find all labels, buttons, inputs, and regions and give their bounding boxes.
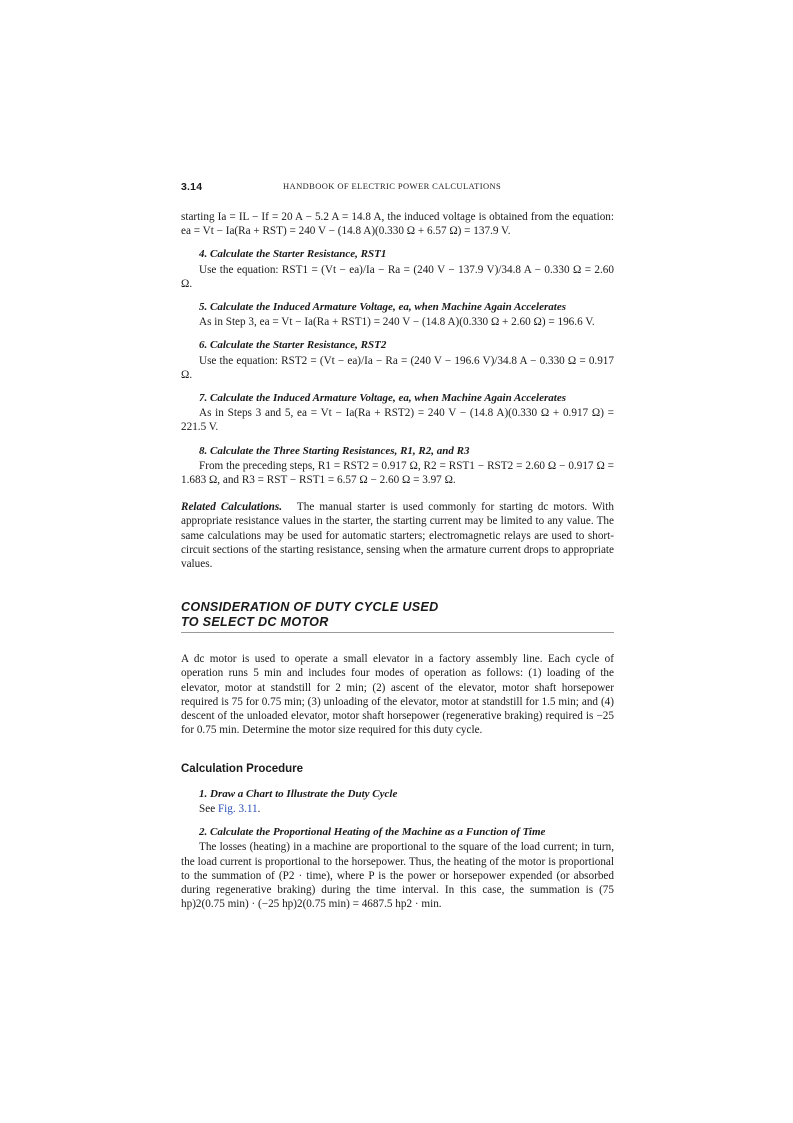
- running-header: [181, 181, 614, 193]
- page-number: 3.14: [181, 181, 203, 193]
- problem-statement: A dc motor is used to operate a small elevator in a factory assembly line. Each cycle of operation runs 5 min and includes four modes of operation as follows: (1) loading of the elevator, motor at standstill for 2 min; (2) ascent of the elevator, motor shaft horsepower required is 75 for 0.75 min; (3) unloading of the elevator, motor at standstill for 1.5 min; and (4) descent of the unloaded elevator, motor shaft horsepower (regenerative braking) required is −25 for 0.75 min. Determine the motor size required for this duty cycle.: [181, 653, 614, 737]
- step-8-heading: 8. Calculate the Three Starting Resistances, R1, R2, and R3: [199, 444, 470, 457]
- step-8-body: From the preceding steps, R1 = RST2 = 0.917 Ω, R2 = RST1 − RST2 = 2.60 Ω − 0.917 Ω = 1.683 Ω, and R3 = RST − RST1 = 6.57 Ω − 2.60 Ω = 3.97 Ω.: [181, 459, 614, 487]
- proc-step-1-heading: 1. Draw a Chart to Illustrate the Duty Cycle: [199, 787, 398, 800]
- step-5-heading: 5. Calculate the Induced Armature Voltage, ea, when Machine Again Accelerates: [199, 301, 566, 314]
- proc-step-2-body: The losses (heating) in a machine are proportional to the square of the load current; in turn, the load current is proportional to the horsepower. Thus, the heating of the motor is proportional to the summation of (P2 · time), where P is the power or horsepower expended (or absorbed during regenerative braking) during the time interval. In this case, the summation is (75 hp)2(0.75 min) · (−25 hp)2(0.75 min) = 4687.5 hp2 · min.: [181, 841, 614, 911]
- step-7-body: As in Steps 3 and 5, ea = Vt − Ia(Ra + RST2) = 240 V − (14.8 A)(0.330 Ω + 0.917 Ω) = 221.5 V.: [181, 407, 614, 434]
- intro-paragraph: starting Ia = IL − If = 20 A − 5.2 A = 14.8 A, the induced voltage is obtained from the equation: ea = Vt − Ia(Ra + RST) = 240 V − (14.8 A)(0.330 Ω + 6.57 Ω) = 137.9 V.: [181, 211, 614, 238]
- see-prefix: See: [199, 802, 218, 815]
- procedure-title: Calculation Procedure: [181, 763, 304, 776]
- running-title: HANDBOOK OF ELECTRIC POWER CALCULATIONS: [283, 181, 502, 191]
- step-5-body: As in Step 3, ea = Vt − Ia(Ra + RST1) = 240 V − (14.8 A)(0.330 Ω + 2.60 Ω) = 196.6 V.: [199, 316, 595, 329]
- related-text: The manual starter is used commonly for starting dc motors. With appropriate resistance values in the starter, the starting current may be limited to any value. The same calculations may be used for automatic starters; electromagnetic relays are used to short-circuit sections of the starting resistance, sensing when the armature current drops to appropriate values.: [181, 501, 614, 571]
- figure-link[interactable]: Fig. 3.11: [217, 802, 258, 815]
- related-label: Related Calculations.: [181, 501, 283, 514]
- page-content: [181, 210, 614, 911]
- step-4-heading: 4. Calculate the Starter Resistance, RST1: [199, 248, 387, 261]
- section-divider: [181, 632, 614, 633]
- step-6-body: Use the equation: RST2 = (Vt − ea)/Ia − Ra = (240 V − 196.6 V)/34.8 A − 0.330 Ω = 0.917 Ω.: [181, 354, 614, 381]
- section-title-line-2: TO SELECT DC MOTOR: [181, 614, 329, 629]
- step-7-heading: 7. Calculate the Induced Armature Voltage, ea, when Machine Again Accelerates: [199, 392, 566, 405]
- step-6-heading: 6. Calculate the Starter Resistance, RST2: [199, 339, 387, 352]
- step-4-body: Use the equation: RST1 = (Vt − ea)/Ia − Ra = (240 V − 137.9 V)/34.8 A − 0.330 Ω = 2.60 Ω.: [181, 263, 614, 290]
- proc-step-1-body: [181, 802, 614, 816]
- related-calculations: [181, 500, 614, 571]
- section-title-line-1: CONSIDERATION OF DUTY CYCLE USED: [181, 600, 439, 615]
- proc-step-2-heading: 2. Calculate the Proportional Heating of the Machine as a Function of Time: [199, 826, 546, 839]
- section-title: [181, 600, 614, 629]
- see-suffix: .: [257, 802, 261, 815]
